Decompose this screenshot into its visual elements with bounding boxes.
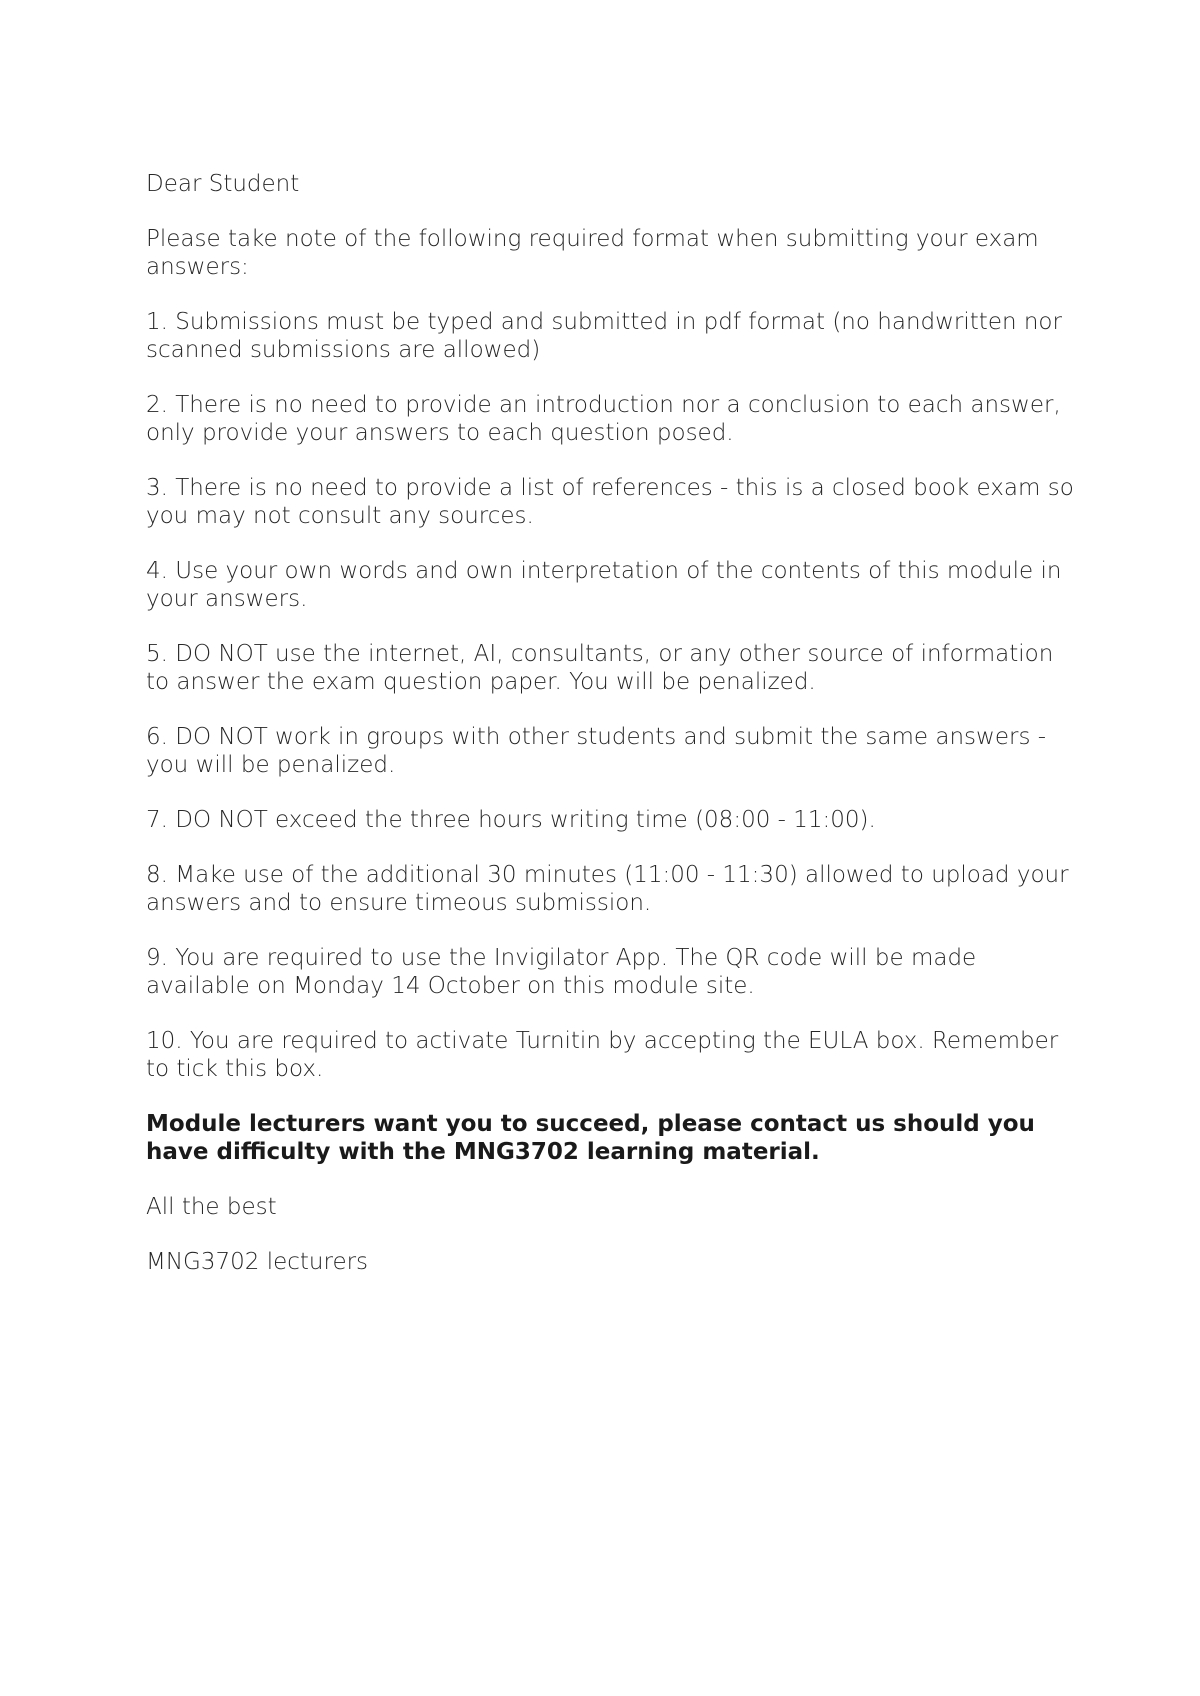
instruction-item-1: 1. Submissions must be typed and submitted in pdf format (no handwritten nor scanned submissions are allowed) [146, 309, 1062, 363]
instruction-item-8: 8. Make use of the additional 30 minutes (11:00 - 11:30) allowed to upload your answers and to ensure timeous submission. [146, 862, 1069, 916]
signature-line: MNG3702 lecturers [146, 1249, 369, 1275]
intro-paragraph: Please take note of the following required format when submitting your exam answers: [146, 226, 1039, 280]
instruction-item-3: 3. There is no need to provide a list of references - this is a closed book exam so you may not consult any sources. [146, 475, 1074, 529]
instruction-item-5: 5. DO NOT use the internet, AI, consultants, or any other source of information to answer the exam question paper. You will be penalized. [146, 641, 1054, 695]
instruction-item-2: 2. There is no need to provide an introduction nor a conclusion to each answer, only provide your answers to each question posed. [146, 392, 1061, 446]
instruction-item-10: 10. You are required to activate Turnitin by accepting the EULA box. Remember to tick this box. [146, 1028, 1059, 1082]
instruction-item-6: 6. DO NOT work in groups with other students and submit the same answers - you will be penalized. [146, 724, 1047, 778]
greeting: Dear Student [146, 171, 300, 197]
instruction-item-4: 4. Use your own words and own interpretation of the contents of this module in your answers. [146, 558, 1062, 612]
letter-body [146, 170, 1076, 1303]
instruction-item-7: 7. DO NOT exceed the three hours writing time (08:00 - 11:00). [146, 807, 876, 833]
closing-line: All the best [146, 1194, 277, 1220]
emphasis-paragraph: Module lecturers want you to succeed, please contact us should you have difficulty with the MNG3702 learning material. [146, 1111, 1035, 1165]
instruction-item-9: 9. You are required to use the Invigilator App. The QR code will be made available on Monday 14 October on this module site. [146, 945, 977, 999]
